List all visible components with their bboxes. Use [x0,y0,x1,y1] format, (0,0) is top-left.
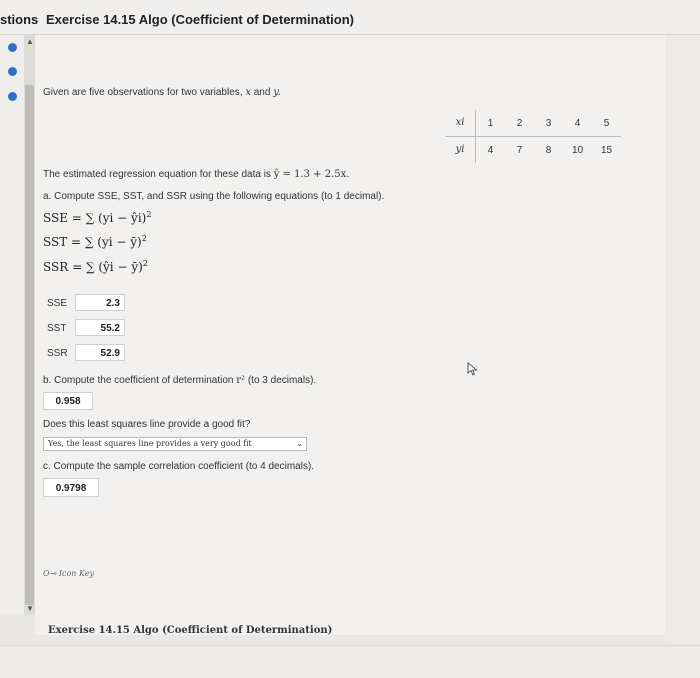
scrollbar[interactable] [24,35,35,615]
r-squared-answer-field[interactable]: 0.958 [43,392,93,410]
scroll-down-icon[interactable]: ▼ [26,604,34,613]
mouse-cursor-icon [467,362,479,381]
questions-nav-tab[interactable]: stions [0,12,39,27]
table-cell: 8 [545,144,552,156]
page-title: Exercise 14.15 Algo (Coefficient of Determination) [46,12,354,27]
y-row-header: yi [445,137,476,163]
table-cell: 7 [516,144,523,156]
x-row-header: xi [445,110,476,136]
bottom-bar [0,645,700,678]
table-cell: 4 [487,144,494,156]
question-dot-icon[interactable] [8,92,17,101]
ssr-answer-field[interactable]: 52.9 [75,344,125,361]
scrollbar-thumb[interactable] [25,85,34,605]
part-c-question: c. Compute the sample correlation coefficient (to 4 decimals). [43,461,315,472]
sse-label: SSE [47,298,68,309]
scroll-up-icon[interactable]: ▲ [26,37,34,46]
intro-text: Given are five observations for two variables, x and y. [43,87,281,98]
top-bar [0,0,700,35]
table-cell: 5 [603,117,610,129]
sst-label: SST [47,323,67,334]
sst-formula: SST = ∑ (yi − ȳ)$^2$ [43,234,147,249]
key-icon: O⊸ [43,569,57,578]
table-cell: 4 [574,117,581,129]
question-dot-icon[interactable] [8,43,17,52]
fit-dropdown-value: Yes, the least squares line provides a very good fit [48,439,252,448]
correlation-answer-field[interactable]: 0.9798 [43,478,99,497]
right-gutter [665,35,700,645]
ssr-formula: SSR = ∑ (ŷi − ȳ)$^2$ [43,259,148,274]
ssr-label: SSR [47,348,68,359]
table-cell: 1 [487,117,494,129]
part-a-question: a. Compute SSE, SST, and SSR using the following equations (to 1 decimal). [43,191,385,202]
sse-formula: SSE = ∑ (yi − ŷi)$^2$ [43,210,152,225]
fit-dropdown[interactable] [43,437,307,451]
part-b-question: b. Compute the coefficient of determination r² (to 3 decimals). [43,375,317,386]
table-cell: 2 [516,117,523,129]
sse-answer-field[interactable]: 2.3 [75,294,125,311]
fit-question: Does this least squares line provide a good fit? [43,419,251,430]
sst-answer-field[interactable]: 55.2 [75,319,125,336]
table-cell: 10 [571,144,584,156]
table-cell: 15 [600,144,613,156]
footer-title: Exercise 14.15 Algo (Coefficient of Determination) [48,625,333,636]
table-row [445,110,621,137]
observations-table [445,110,621,163]
icon-key-link[interactable]: O⊸ Icon Key [43,569,94,578]
estimated-equation-text: The estimated regression equation for these data is ŷ = 1.3 + 2.5x. [43,169,350,180]
chevron-down-icon[interactable]: ⌄ [296,439,303,448]
question-dot-icon[interactable] [8,67,17,76]
question-panel [35,35,665,635]
table-row [445,137,621,163]
table-cell: 3 [545,117,552,129]
